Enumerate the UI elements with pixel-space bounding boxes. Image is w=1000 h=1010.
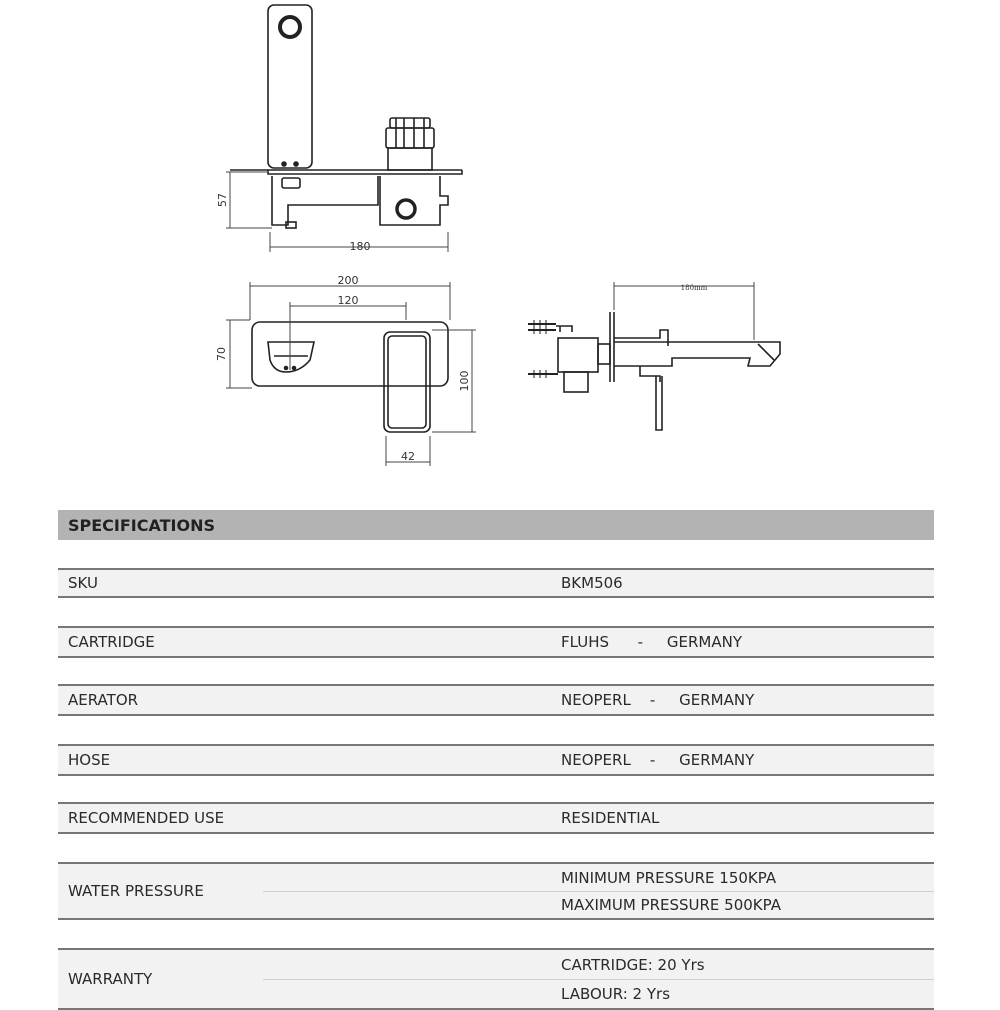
row-divider (263, 891, 934, 892)
spec-value: MINIMUM PRESSURE 150KPA (561, 868, 777, 887)
spec-label: AERATOR (68, 691, 139, 709)
table-row (58, 568, 934, 598)
specifications-title: SPECIFICATIONS (58, 510, 934, 540)
table-row (58, 744, 934, 776)
side-view-height-dim: 57 (216, 193, 229, 207)
row-divider (263, 979, 934, 980)
front-view-total-width-dim: 200 (337, 274, 359, 287)
table-row (58, 802, 934, 834)
spec-value: CARTRIDGE: 20 Yrs (561, 955, 705, 974)
spec-label: HOSE (68, 751, 111, 769)
technical-drawings (0, 0, 1000, 500)
spec-value: BKM506 (561, 574, 623, 592)
spec-label: SKU (68, 574, 98, 592)
spec-value: MAXIMUM PRESSURE 500KPA (561, 895, 781, 914)
spec-label: WATER PRESSURE (68, 882, 204, 900)
table-row (58, 626, 934, 658)
side-view-width-dim: 180 (349, 240, 371, 253)
spec-value: NEOPERL - GERMANY (561, 751, 755, 769)
table-row (58, 948, 934, 1010)
profile-view-drawing (0, 0, 1000, 500)
profile-view-spout-length-dim: 180mm (680, 284, 708, 292)
spec-label: WARRANTY (68, 970, 153, 988)
specifications-table (58, 510, 934, 1003)
spec-value: RESIDENTIAL (561, 809, 660, 827)
front-view-handle-height-dim: 100 (458, 370, 471, 392)
front-view-spout-offset-dim: 120 (337, 294, 359, 307)
spec-value: LABOUR: 2 Yrs (561, 984, 671, 1003)
table-row (58, 862, 934, 920)
spec-label: RECOMMENDED USE (68, 809, 225, 827)
front-view-handle-width-dim: 42 (401, 450, 415, 463)
table-row (58, 684, 934, 716)
spec-value: NEOPERL - GERMANY (561, 691, 755, 709)
spec-value: FLUHS - GERMANY (561, 633, 742, 651)
front-view-plate-height-dim: 70 (215, 347, 228, 361)
spec-label: CARTRIDGE (68, 633, 155, 651)
